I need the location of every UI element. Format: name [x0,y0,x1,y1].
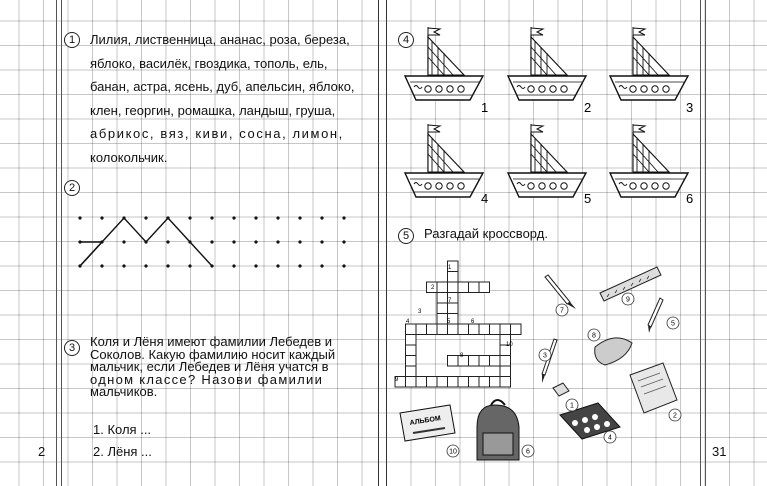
item-number: 7 [560,307,564,315]
crossword-number: 7 [448,298,452,304]
task-number-3: 3 [64,340,80,356]
pattern-line [80,242,102,266]
task1-line: клен, георгин, ромашка, ландыш, груша, [90,102,336,118]
grid-dot [254,240,257,243]
task-number-4: 4 [398,32,414,48]
grid-dot [232,240,235,243]
grid-dot [342,240,345,243]
item-number: 4 [608,434,612,442]
grid-dot [276,216,279,219]
ship-4 [405,124,483,197]
item-number: 3 [543,352,547,360]
item-number: 1 [570,402,574,410]
left-margin-line-2 [61,0,62,486]
page-number-left: 2 [38,444,46,459]
spine-line-right [386,0,387,486]
task1-line: яблоко, василёк, гвоздика, тополь, ель, [90,55,328,71]
left-margin-line [56,0,57,486]
task1-line: колокольчик. [90,149,168,165]
grid-dot [166,264,169,267]
backpack-image [477,400,519,460]
grid-dot [188,264,191,267]
task3-answer-1: 1. Коля ... [93,422,152,437]
grid-dot [320,240,323,243]
grid-dot [276,264,279,267]
ship-label: 4 [481,191,489,206]
grid-dot [100,264,103,267]
ship-label: 3 [686,100,694,115]
ship-1 [405,27,483,100]
crossword-number: 10 [506,342,513,348]
task1-line: банан, астра, ясень, дуб, апельсин, яблоко, [90,79,355,94]
crossword-number: 1 [448,265,452,271]
grid-dot [78,216,81,219]
crossword-number: 8 [460,353,464,359]
grid-dot [210,216,213,219]
task-number-5: 5 [398,228,414,244]
ship-label: 5 [584,191,592,206]
pencil-image [648,298,663,333]
task3-line: Соколов. Какую фамилию носит каждый [90,346,336,362]
grid-dot [232,264,235,267]
grid-dot [298,240,301,243]
grid-dot [100,216,103,219]
crossword-number: 3 [418,309,422,315]
task1-line: Лилия, лиственница, ананас, роза, береза, [90,32,350,47]
right-margin-line-2 [705,0,706,486]
dot-grid-pattern [70,205,370,285]
task3-answer-2: 2. Лёня ... [93,444,152,459]
grid-dot [122,264,125,267]
grid-dot [320,216,323,219]
task3-line: мальчиков. [90,384,158,399]
task3-line: одном классе? Назови фамилии [90,371,324,387]
grid-dot [342,216,345,219]
album-label: АЛЬБОМ [409,415,442,427]
crossword-number: 9 [395,377,399,383]
grid-dot [254,216,257,219]
ship-label: 2 [584,100,592,115]
task5-title: Разгадай кроссворд. [424,226,548,241]
crossword-number: 2 [431,285,435,291]
crossword-number: 4 [406,319,410,325]
grid-dot [210,240,213,243]
grid-dot [276,240,279,243]
grid-dot [166,240,169,243]
item-number: 2 [673,412,677,420]
item-number: 10 [449,448,457,456]
ship-2 [508,27,586,100]
eraser-image [553,383,569,396]
ship-label: 6 [686,191,694,206]
task3-text [90,336,335,399]
grid-dot [232,216,235,219]
album-image [400,405,455,441]
ship-5 [508,124,586,197]
task1-text [90,28,355,169]
grid-dot [254,264,257,267]
ships-illustration [395,25,705,215]
crossword-number: 5 [447,319,451,325]
task-number-1: 1 [64,32,80,48]
task-number-2: 2 [64,180,80,196]
task3-line: Коля и Лёня имеют фамилии Лебедев и [90,334,332,349]
item-number: 8 [592,332,596,340]
grid-dot [144,216,147,219]
ship-6 [610,124,688,197]
grid-dot [298,216,301,219]
crossword-number: 6 [471,319,475,325]
item-number: 6 [526,448,530,456]
ship-3 [610,27,688,100]
page-number-right: 31 [712,444,727,459]
notebook-image [630,363,677,413]
school-supplies-illustration [395,255,700,465]
item-number: 5 [671,320,675,328]
grid-dot [342,264,345,267]
spine-line-left [378,0,379,486]
grid-dot [144,264,147,267]
task3-line: мальчик, если Лебедев и Лёня учатся в [90,359,329,374]
task1-line: абрикос, вяз, киви, сосна, лимон, [90,126,344,141]
grid-dot [298,264,301,267]
grid-dot [320,264,323,267]
grid-dot [188,216,191,219]
item-number: 9 [626,296,630,304]
grid-dot [122,240,125,243]
ship-label: 1 [481,100,489,115]
pencil-case-image [595,338,632,365]
